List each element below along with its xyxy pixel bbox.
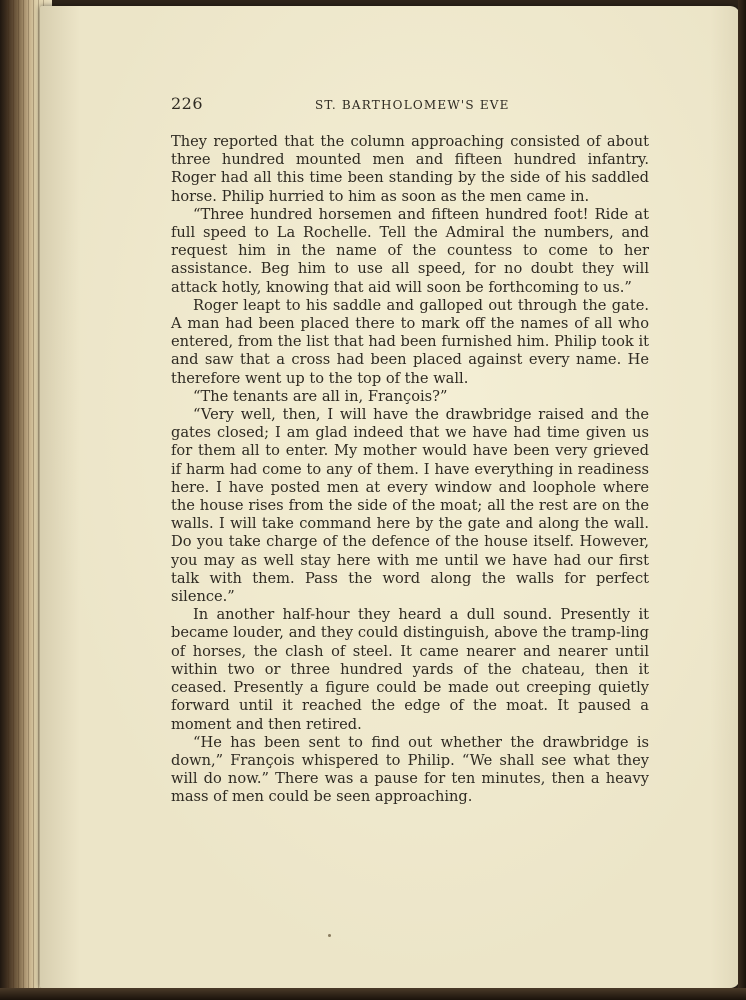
paragraph: “Very well, then, I will have the drawbridge raised and the gates closed; I am glad indeed that we have had time given us for them all to enter. My mother would have been very grieved if harm had come to any of them. I have everything in readiness here. I have posted men at every window and loophole where the house rises from the side of the moat; all the rest are on the walls. I will take command here by the gate and along the wall. Do you take charge of the defence of the house itself. However, you may as well stay here with me until we have had our first talk with them. Pass the word along the walls for perfect silence.” — [171, 406, 649, 606]
page-number: 226 — [171, 94, 204, 113]
running-head — [171, 94, 649, 116]
running-title: ST. BARTHOLOMEW'S EVE — [315, 98, 510, 112]
paper-speck — [328, 934, 331, 937]
paragraph: “Three hundred horsemen and fifteen hundred foot! Ride at full speed to La Rochelle. Tell the Admiral the numbers, and request him in the name of the countess to come to her assistance. Beg him to use all speed, for no doubt they will attack hotly, knowing that aid will soon be forthcoming to us.” — [171, 205, 649, 296]
bottom-page-edge — [0, 988, 746, 1000]
paragraph: “The tenants are all in, François?” — [193, 387, 448, 405]
page-content — [171, 94, 649, 807]
paragraph: In another half-hour they heard a dull sound. Presently it became louder, and they could distinguish, above the tramp-ling of horses, the clash of steel. It came nearer and nearer until within two or three hundred yards of the chateau, then it ceased. Presently a figure could be made out creeping quietly forward until it reached the edge of the moat. It paused a moment and then retired. — [171, 606, 649, 733]
body-text — [171, 133, 649, 807]
paragraph: They reported that the column approaching consisted of about three hundred mounted men and fifteen hundred infantry. Roger had all this time been standing by the side of his saddled horse. Philip hurried to him as soon as the men came in. — [171, 133, 649, 205]
right-page-edge — [738, 0, 746, 1000]
paragraph: “He has been sent to find out whether the drawbridge is down,” François whispered to Philip. “We shall see what they will do now.” There was a pause for ten minutes, then a heavy mass of men could be seen approaching. — [171, 733, 649, 806]
paragraph: Roger leapt to his saddle and galloped out through the gate. A man had been placed there to mark off the names of all who entered, from the list that had been furnished him. Philip took it and saw that a cross had been placed against every name. He therefore went up to the top of the wall. — [171, 296, 649, 387]
